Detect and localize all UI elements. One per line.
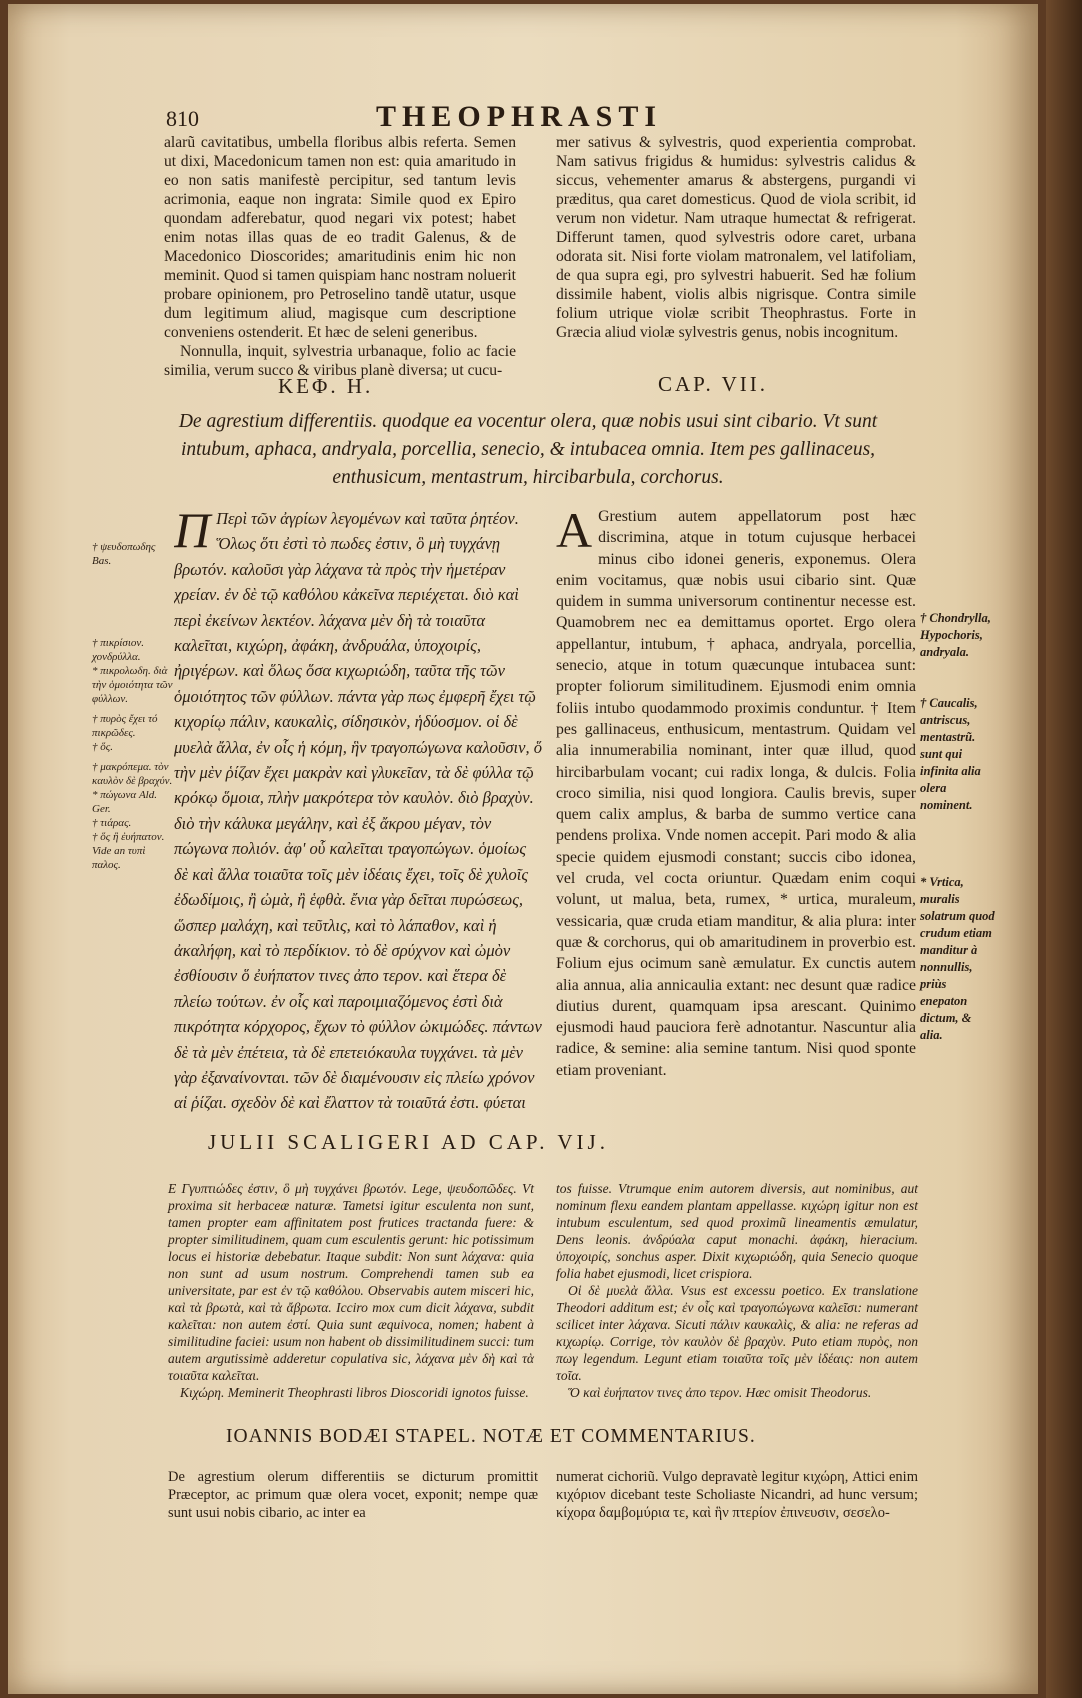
right-margin-notes <box>920 610 996 1044</box>
margin-note: † ὅς ἢ ἐυήπατον. Vide an τυπὶ παλος. <box>92 831 165 871</box>
margin-note: † μακρόπεμα. τὸν καυλὸν δὲ βραχύν. <box>92 761 173 787</box>
margin-note: * πικρολωδη. διὰ τὴν ὁμοιότητα τῶν φύλλων. <box>92 665 173 705</box>
bodaeus-heading: IOANNIS BODÆI STAPEL. NOTÆ ET COMMENTARIUS. <box>226 1426 756 1447</box>
greek-text-column <box>174 506 542 1114</box>
scaliger-right-text-3: Ὅ καὶ ἐυήπατον τινες ἀπο τερον. Hæc omisit Theodorus. <box>568 1385 872 1400</box>
scaliger-right-text-2: Οἱ δὲ μυελὰ ἄλλα. Vsus est excessu poetico. Ex translatione Theodori additum est; ἐν οἷς καὶ τραγοπώγωνα καλεῖσι: numerant scilicet inter λάχανα. Sicuti πάλιν καυκαλὶς, & alia: ne referas ad κιχωρίῳ. Corrige, τὸν καυλὸν δὲ βραχὺν. Puto etiam πυρὸς, non πωγ legendum. Legunt etiam τοιαῦτα τοῖς μὲν ἰδέαις: non autem τοῖα. <box>556 1283 918 1383</box>
chapter-title: De agrestium differentiis. quodque ea vocentur olera, quæ nobis usui sint cibario. Vt sunt intubum, aphaca, andryala, porcellia, senecio, & intubacea omnia. Item pes gallinaceus, enthusicum, mentastrum, hircibarbula, corchorus. <box>178 411 878 488</box>
margin-note: † ψευδοπωδης Bas. <box>92 541 156 567</box>
greek-text: Περὶ τῶν ἀγρίων λεγομένων καὶ ταῦτα ῥητέον. Ὅλως ὅτι ἐστὶ τὸ πωδες ἐστιν, ὃ μὴ τυγχάνῃ βρωτόν. καλοῦσι γὰρ λάχανα τὰ πρὸς τὴν ἡμετέραν χρείαν. ἐν δὲ τῷ καθόλου κἀκεῖνα περιέχεται. διὸ καὶ περὶ ἐκείνων λεκτέον. λάχανα μὲν δὴ τὰ τοιαῦτα καλεῖται, κιχώρη, ἀφάκη, ἀνδρυάλα, ὑποχοιρίς, ἠριγέρων. καὶ ὅλως ὅσα κιχωριώδη, ταῦτα τῆς τῶν ὁμοιότητος τῶν φύλλων. πάντα γὰρ πως ἐμφερῆ ἔχει τῷ κιχορίῳ πάλιν, καυκαλὶς, σίδησικὸν, ἡδύοσμον. οἱ δὲ μυελὰ ἄλλα, ἐν οἷς ἡ κόμη, ἣν τραγοπώγωνα καλοῦσιν, ὅ τὴν μὲν ῥίζαν ἔχει μακρὰν καὶ γλυκεῖαν, τὰ δὲ φύλλα τῷ κρόκῳ ὅμοια, πλὴν μακρότερα τὸν καυλὸν. διὸ βραχὺν. διὸ τὴν κάλυκα μεγάλην, καὶ ἐξ ἄκρου μέγαν, τὸν πώγωνα πολιόν. ἀφ' οὗ καλεῖται τραγοπώγων. ὁμοίως δὲ καὶ ἄλλα τοιαῦτα τοῖς μὲν ἰδέαις ἔχει, τοῖς δὲ χυλοῖς ἐδωδίμοις, ἢ ὠμὰ, ἢ ἑφθὰ. ἔνια γὰρ δεῖται πυρώσεως, ὥσπερ μαλάχη, καὶ τεῦτλις, καὶ τὸ λάπαθον, καὶ ἡ ἀκαλήφη, καὶ τὸ περδίκιον. τὸ δὲ σρύχνον καὶ ὠμὸν ἐσθίουσιν ὅ ἐυήπατον τινες ἀπο τερον. καὶ ἕτερα δὲ πλείω τούτων. ἐν οἷς καὶ παροιμιαζόμενος ἐστὶ διὰ πικρότητα κόρχορος, ἔχων τὸ φύλλον ὠκιμώδες. πάντων δὲ τὰ μὲν ἐπέτεια, τὰ δὲ επετειόκαυλα τυγχάνει. τὰ μὲν γὰρ ἐξαναίνονται. τῶν δὲ διαμένουσιν εἰς πλείω χρόνον αἱ ῥίζαι. σχεδὸν δὲ καὶ ἔλαττον τὰ τοιαῦτά ἐστι. φύεται <box>174 509 542 1113</box>
bodaeus-right-text: numerat cichoriũ. Vulgo depravatè legitur κιχώρη, Attici enim κιχόριον dicebant teste Scholiaste Nicandri, ad hunc versum; κίχορα δαμβομύρια τε, καὶ ἣν πτερίον ἐπινευσιν, σεσελο- <box>556 1469 918 1521</box>
scaliger-right-text: tos fuisse. Vtrumque enim autorem diversis, aut nominibus, aut nominum flexu eandem plantam appellasse. κιχώρη igitur non est intubum esculentum, sed quod proximũ lineamentis æmulatur, Dens leonis. ἀνδρύαλα caput monachi. ἀφάκη, hieracium. ὑποχοιρίς, sonchus asper. Dixit κιχωριώδη, quia Senecio quoque folia habet ejusmodi, licet crispiora. <box>556 1181 918 1281</box>
margin-note: † πικρίσιον. χονδρύλλα. <box>92 637 145 663</box>
top-left-paragraph-2: Nonnulla, inquit, sylvestria urbanaque, folio ac facie similia, verum succo & viribus planè diversa; ut cucu- <box>164 343 516 379</box>
margin-note: † Chondrylla, Hypochoris, andryala. <box>920 611 991 659</box>
scaliger-left-text-2: Κιχώρη. Meminerit Theophrasti libros Dioscoridi ignotos fuisse. <box>180 1385 529 1400</box>
greek-dropcap: Π <box>174 506 211 558</box>
margin-note: † τιάρας. <box>92 817 132 829</box>
page-number: 810 <box>166 106 199 131</box>
latin-chapter-heading: CAP. VII. <box>658 372 769 396</box>
bodaeus-left-text: De agrestium olerum differentiis se dicturum promittit Præceptor, ac primum quæ olera vocet, exponit; nempe quæ sunt usui nobis cibario, ac inter ea <box>168 1469 538 1521</box>
top-right-paragraph: mer sativus & sylvestris, quod experientia comprobat. Nam sativus frigidus & humidus: sylvestris calidus & siccus, vehementer amarus & abstergens, purgandi vi præditus, qua caret domesticus. Quod de viola scribit, id verum non videtur. Nam utraque humectat & refrigerat. Differunt tamen, quod sylvestris odore caret, urbana odorata sit. Nisi forte violam matronalem, vel latifoliam, de qua supra egi, pro sylvestri habuerit. Sed hæ folium dissimile habent, violis albis nigrisque. Contra simile folium utrique violæ scribit Theophrastus. Forte in Græcia aliud violæ sylvestris genus, nobis incognitum. <box>556 134 916 341</box>
book-spine <box>1046 0 1082 1698</box>
scaliger-left-text: Ε Γγυπτιώδες ἐστιν, ὃ μὴ τυγχάνει βρωτόν. Lege, ψευδοπῶδες. Vt proxima sit herbaceæ naturæ. Tametsi igitur esculenta non sunt, tamen propter eam affinitatem post frutices tractanda fuere: & propter similitudinem, quam cum esculentis gerunt: hic potissimum locus ei historiæ debebatur. Itaque subdit: Non sunt λάχανα: quia non sunt ad usum nostrum. Comprehendi tamen sub ea universitate, par est ἐν τῷ καθόλου. Observabis autem misceri hic, καὶ τὰ βρωτὰ, καὶ τὰ ἄβρωτα. Icciro mox cum dicit λάχανα, subdit καλεῖται: non autem ἐστί. Quia sunt æquivoca, nomen; habent à similitudine faciei: usum non habent ob dissimilitudinem succi: tum autem argutissimè adderetur copulativa sic, λάχανα μὲν δὴ καὶ τὰ τοιαῦτα καλεῖται. <box>168 1181 534 1383</box>
bodaeus-left-column <box>168 1468 538 1522</box>
margin-note: † ὅς. <box>92 741 113 753</box>
margin-note: * πώγωνα Ald. Ger. <box>92 789 157 815</box>
top-right-column <box>556 133 916 342</box>
running-head: THEOPHRASTI <box>376 100 663 133</box>
scaliger-left-column <box>168 1180 534 1401</box>
bodaeus-right-column <box>556 1468 918 1522</box>
top-left-paragraph: alarũ cavitatibus, umbella floribus albis referta. Semen ut dixi, Macedonicum tamen non est: quia amaritudo in eo non satis manifestè percipitur, sed tantum levis acrimonia, eaque non ingrata: Simile quod ex Epiro quondam adferebatur, quod negari vix potest; habet enim notas illas quas de eo tradit Galenus, & de Macedonico Dioscorides; amaritudinis enim hic non meminit. Quod si tamen quispiam hanc nostram noluerit probare opinionem, pro Petroselino tandẽ utatur, usque dum legitimum aliud, magisque cum descriptione conveniens ostenderit. Et hæc de seleni generibus. <box>164 134 516 341</box>
greek-margin-notes <box>92 540 176 872</box>
margin-note: † Caucalis, antriscus, mentastrũ. sunt qui infinita alia olera nominent. <box>920 696 981 812</box>
scaliger-heading: JULII SCALIGERI AD CAP. VIJ. <box>208 1130 609 1154</box>
scaliger-right-column <box>556 1180 918 1401</box>
latin-dropcap: A <box>556 506 593 558</box>
book-page <box>8 4 1038 1694</box>
margin-note: † πυρὸς ἔχει τό πικρῶδες. <box>92 713 158 739</box>
latin-text-column <box>556 506 916 1118</box>
greek-chapter-heading: ΚΕΦ. Η. <box>278 374 374 398</box>
latin-text: Grestium autem appellatorum post hæc discrimina, atque in totum cujusque herbacei minus cibo idonei generis, exponemus. Olera enim vocitamus, quæ nobis usui cibario sint. Quæ quidem in summa universorum continentur necesse est. Quamobrem nec ea demittamus oportet. Ergo olera appellantur, intubum, † aphaca, andryala, porcellia, senecio, atque in totum quæcunque intubacea sunt: propter foliorum similitudinem. Ejusmodi enim omnia foliis intubo quodammodo proximis conduntur. † Item pes gallinaceus, enthusicum, mentastrum. Quidam vel alia innumerabilia nominant, inter quæ illud, quod hircibarbulam vocant; cui radix longa, & dulcis. Folia croco similia, nisi quod longiora. Caulis brevis, super quem calix amplus, & barba de summo vertice cana pendens prolixa. Vnde nomen accepit. Pari modo & alia specie quidem ejusmodi constant; succis cibo idonea, vel cruda, vel cocta oriuntur. Quædam enim coqui volunt, ut malua, beta, rumex, * urtica, muraleum, vessicaria, quæ cruda etiam manditur, & alia plura: inter quæ & corchorus, qui ob amaritudinem in proverbio est. Folium ejus ocimum sanè æmulatur. Ex cunctis autem alia annua, alia annicaulia extant: nec desunt quæ radice diutius durent, quamquam ipsa arescant. Quinimo ejusmodi haud pauciora ferè adnotantur. Nascuntur alia radice, & semine: alia semine tantum. Nisi quod sponte etiam proveniant. <box>556 508 916 1079</box>
top-left-column <box>164 133 516 380</box>
margin-note: * Vrtica, muralis solatrum quod crudum etiam manditur à nonnullis, priùs enepaton dictum, & alia. <box>920 875 995 1042</box>
